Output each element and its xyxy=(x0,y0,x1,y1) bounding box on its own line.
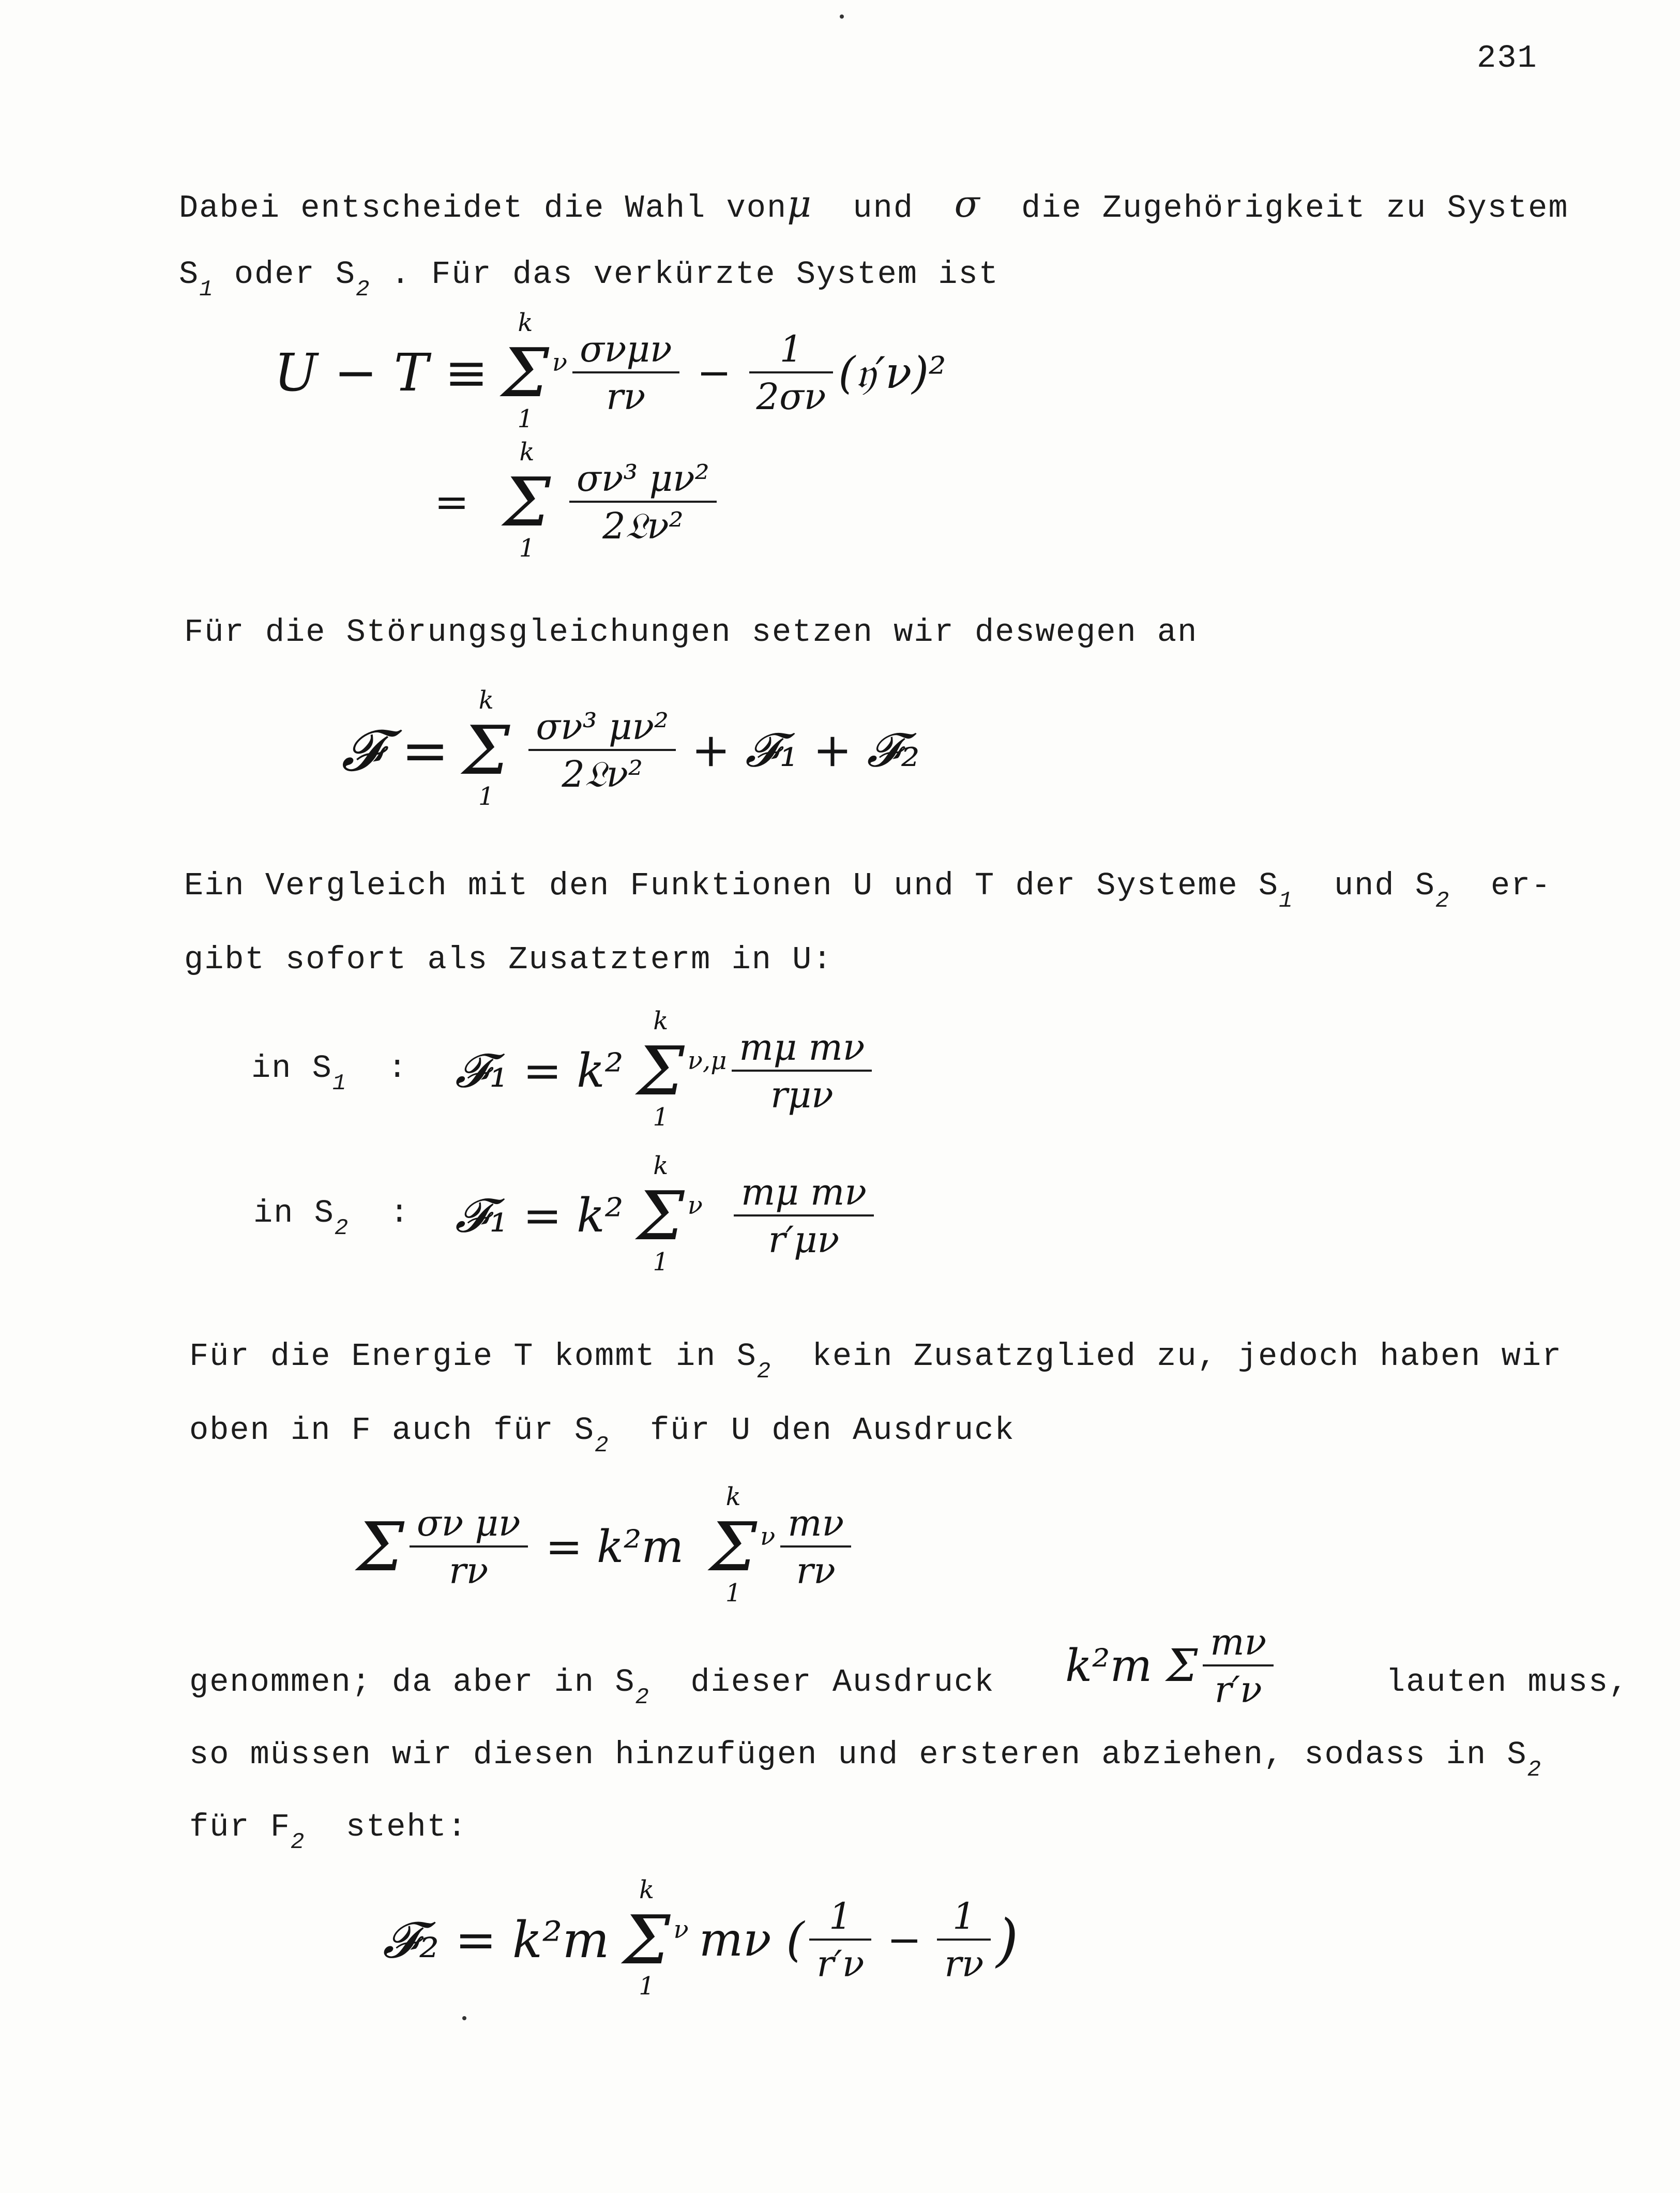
label-in-s2: in $S_2$ : xyxy=(253,1195,410,1241)
equation-sum-identity: Σ $\frac{\text{σν μν}}{r\nu}$ = k²m k Σ 1 ν $\frac{m\nu}{r\nu}$ xyxy=(357,1484,856,1610)
paragraph-5-line-1-end: lauten muss, xyxy=(1386,1664,1629,1701)
page-number: 231 xyxy=(1477,40,1538,77)
equation-potential-kinetic-simplified: = k Σ 1 $\frac{\text{σν³ μν²}}{\text{2𝔏ν²}}$ xyxy=(434,440,722,565)
equation-perturbation-function: 𝓕 = k Σ 1 $\frac{\text{σν³ μν²}}{\text{2𝔏ν²}}$ + 𝓕₁ + 𝓕₂ xyxy=(341,686,920,811)
paragraph-4-line-2: oben in F auch für $S_2$ für U den Ausdruck xyxy=(189,1412,1015,1459)
paragraph-5-line-2: so müssen wir diesen hinzufügen und ersteren abziehen, sodass in $S_2$ xyxy=(189,1736,1542,1783)
paragraph-1-line-1: Dabei entscheidet die Wahl vonμ und σ die Zugehörigkeit zu System xyxy=(179,182,1569,227)
paragraph-1-line-2: $S_1$ oder $S_2$ . Für das verkürzte System ist xyxy=(179,256,999,303)
paragraph-3-line-2: gibt sofort als Zusatzterm in U: xyxy=(184,941,833,978)
paragraph-5-line-1: genommen; da aber in $S_2$ dieser Ausdruck xyxy=(189,1664,995,1710)
paragraph-4-line-1: Für die Energie T kommt in $S_2$ kein Zusatzglied zu, jedoch haben wir xyxy=(189,1338,1563,1385)
paragraph-3-line-1: Ein Vergleich mit den Funktionen U und T der Systeme $S_1$ und $S_2$ er- xyxy=(184,867,1552,914)
inline-expression: k²m Σ $\frac{m\nu}{r'\nu}$ xyxy=(1065,1624,1279,1708)
paragraph-2: Für die Störungsgleichungen setzen wir deswegen an xyxy=(184,614,1198,651)
ink-speck xyxy=(462,2016,466,2020)
label-in-s1: in $S_1$ : xyxy=(251,1050,408,1096)
equation-s2-term: 𝓕₁ = k² k Σ 1 ν $\frac{\text{mμ mν}}{r'\mu\nu}$ xyxy=(455,1153,879,1279)
equation-s1-term: 𝓕₁ = k² k Σ 1 ν,μ $\frac{\text{mμ mν}}{\text{rμν}}$ xyxy=(455,1009,877,1134)
paragraph-5-line-3: für $F_2$ steht: xyxy=(189,1809,468,1855)
equation-f2-result: 𝓕₂ = k²m k Σ 1 ν mν ( $\frac{1}{r'\nu}$ − $\frac{1}{r\nu}$ ) xyxy=(383,1875,1019,2001)
ink-speck xyxy=(840,14,844,19)
equation-potential-kinetic: U − T ≡ k Σ 1 ν $\frac{\text{σνμν}}{r\nu}$ − $\frac{1}{2\sigma\nu}$ (𝔶′ν)² xyxy=(274,308,946,433)
